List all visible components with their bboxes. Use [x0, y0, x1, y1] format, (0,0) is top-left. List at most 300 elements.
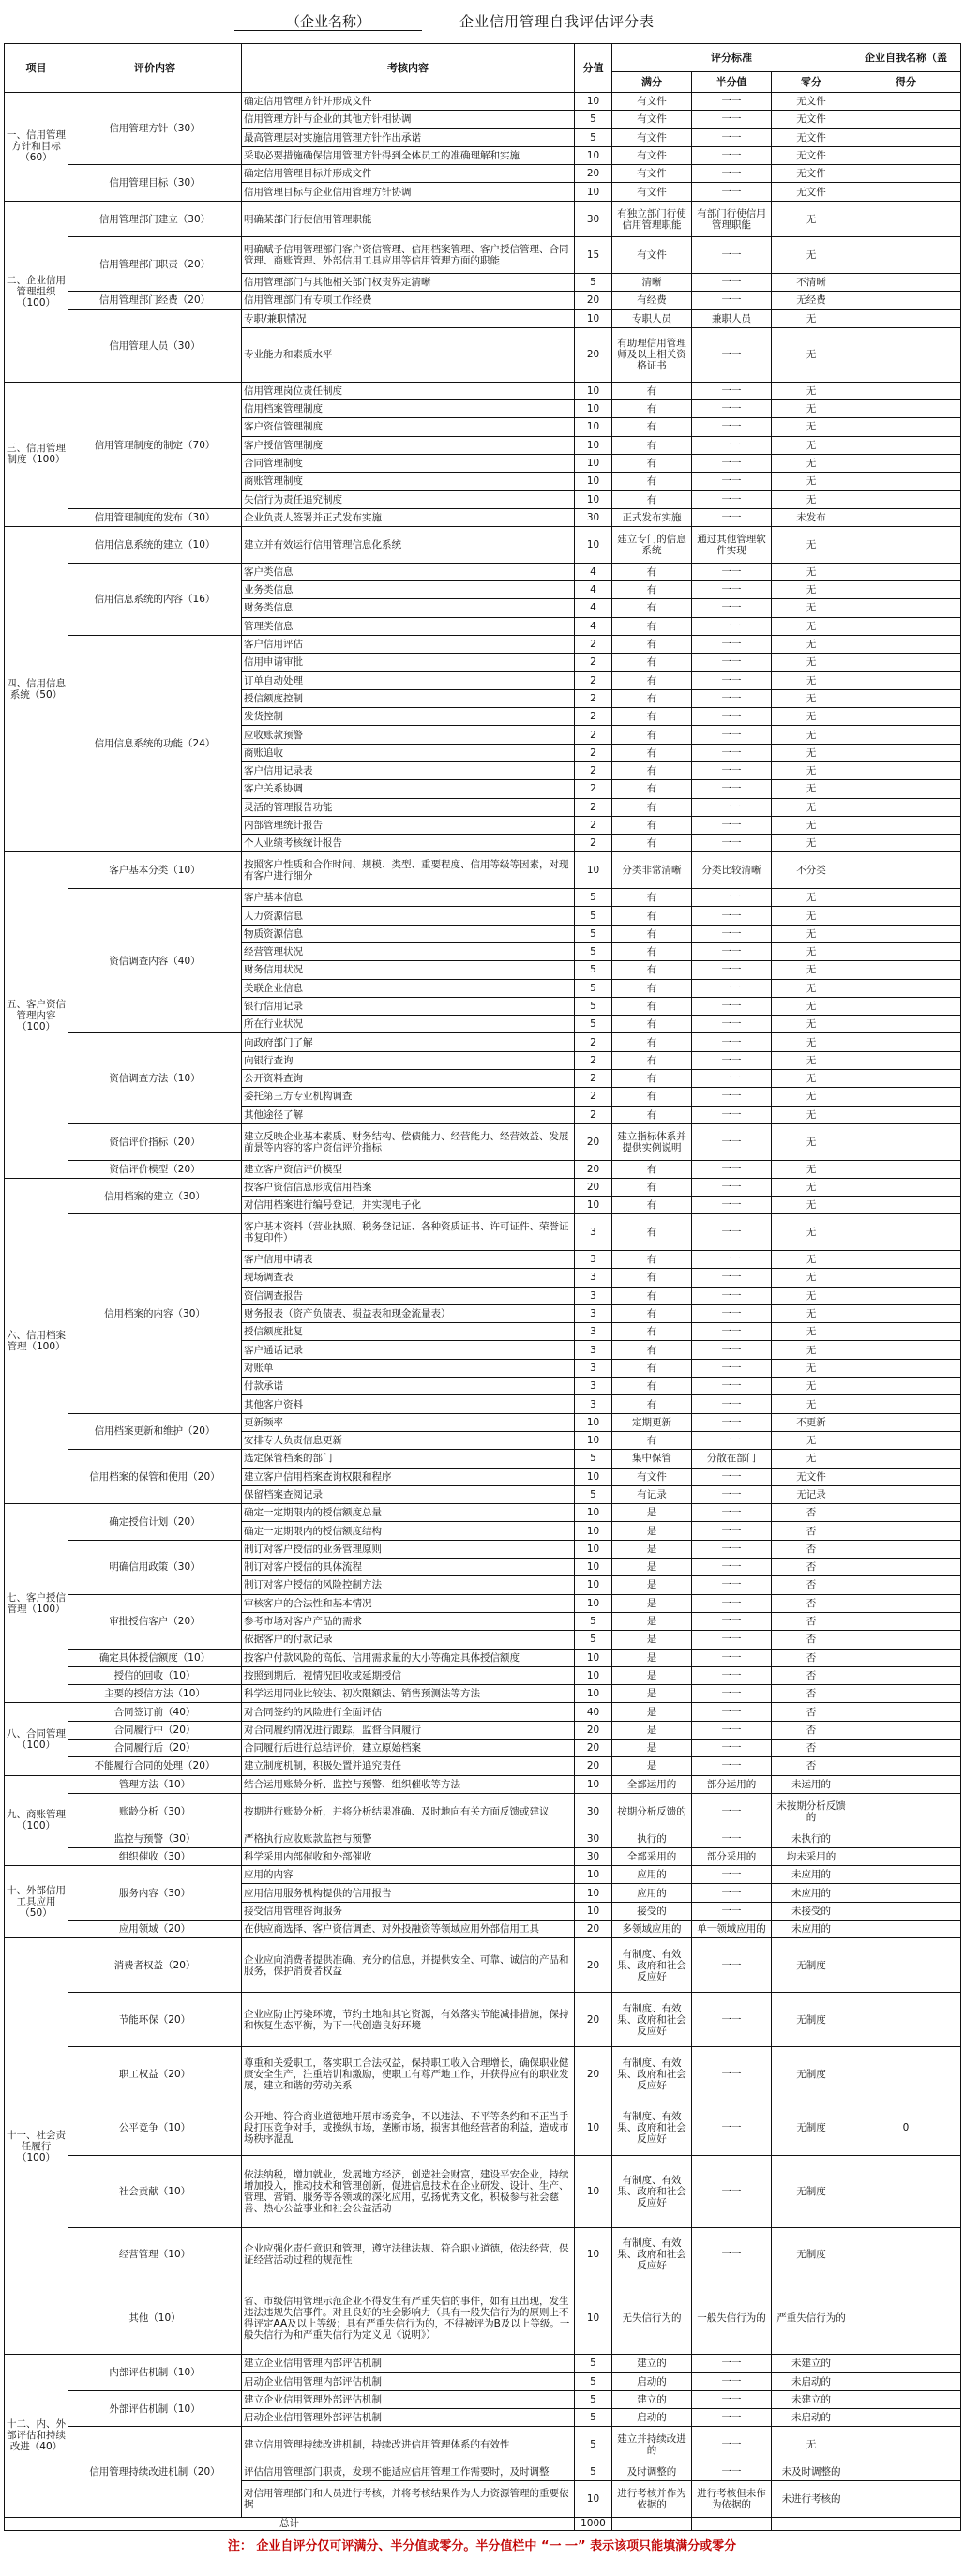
self-score-cell[interactable]	[851, 1993, 961, 2047]
score-cell: 10	[575, 1666, 612, 1684]
zero-cell: 不清晰	[772, 273, 851, 291]
half-cell: 一一	[692, 2228, 772, 2282]
half-cell: 一一	[692, 1378, 772, 1395]
self-score-cell[interactable]	[851, 508, 961, 526]
exam-cell: 信用管理部门有专项工作经费	[242, 292, 575, 309]
exam-cell: 确定信用管理目标并形成文件	[242, 165, 575, 183]
self-score-cell[interactable]	[851, 1431, 961, 1449]
self-score-cell[interactable]	[851, 1540, 961, 1558]
self-score-cell[interactable]	[851, 2427, 961, 2463]
zero-cell: 无	[772, 1378, 851, 1395]
full-cell: 分类非常清晰	[612, 852, 692, 889]
self-score-cell[interactable]	[851, 1070, 961, 1088]
zero-cell: 无	[772, 635, 851, 653]
half-cell: 通过其他管理软件实现	[692, 527, 772, 564]
full-cell: 有制度、有效果、政府和社会反应好	[612, 2155, 692, 2227]
exam-cell: 结合运用账龄分析、监控与预警、组织催收等方法	[242, 1775, 575, 1793]
self-score-cell[interactable]	[851, 1033, 961, 1051]
self-score-cell[interactable]	[851, 273, 961, 291]
half-cell: 一一	[692, 1631, 772, 1649]
exam-cell: 财务信用状况	[242, 961, 575, 979]
score-cell: 2	[575, 708, 612, 726]
self-score-cell[interactable]	[851, 798, 961, 816]
full-cell: 有	[612, 1051, 692, 1069]
self-score-cell[interactable]	[851, 1721, 961, 1739]
half-cell: 一一	[692, 1721, 772, 1739]
score-cell: 5	[575, 273, 612, 291]
self-score-cell[interactable]	[851, 1468, 961, 1485]
self-score-cell[interactable]	[851, 1559, 961, 1576]
score-cell: 10	[575, 1468, 612, 1485]
score-cell: 2	[575, 816, 612, 834]
zero-cell: 无	[772, 979, 851, 997]
table-row	[5, 2427, 961, 2463]
self-score-cell[interactable]	[851, 2228, 961, 2282]
score-cell: 40	[575, 1703, 612, 1721]
full-cell: 按期分析反馈的	[612, 1793, 692, 1830]
half-cell: 一一	[692, 925, 772, 942]
self-score-cell[interactable]	[851, 1938, 961, 1993]
exam-cell: 对信用管理部门和人员进行考核，并将考核结果作为人力资源管理的重要依据	[242, 2481, 575, 2518]
table-row	[5, 2228, 961, 2282]
self-score-cell[interactable]	[851, 816, 961, 834]
zero-cell: 否	[772, 1576, 851, 1594]
score-cell: 2	[575, 726, 612, 744]
self-score-cell[interactable]	[851, 617, 961, 635]
exam-cell: 业务类信息	[242, 581, 575, 599]
table-row	[5, 563, 961, 580]
zero-cell: 否	[772, 1740, 851, 1757]
note-prefix: 注：	[227, 2539, 252, 2553]
table-row	[5, 2390, 961, 2408]
full-cell: 有文件	[612, 93, 692, 111]
half-cell: 一一	[692, 473, 772, 490]
content-cell: 信用管理部门建立（30）	[68, 201, 242, 237]
half-cell: 一一	[692, 1033, 772, 1051]
zero-cell: 无	[772, 1214, 851, 1251]
score-cell: 10	[575, 1866, 612, 1884]
half-cell: 一一	[692, 1504, 772, 1522]
score-cell: 10	[575, 473, 612, 490]
self-score-cell[interactable]	[851, 1160, 961, 1178]
score-cell: 10	[575, 1431, 612, 1449]
self-score-cell[interactable]	[851, 2282, 961, 2354]
half-cell: 一一	[692, 1649, 772, 1666]
half-cell: 一一	[692, 2427, 772, 2463]
zero-cell: 无	[772, 835, 851, 852]
full-cell: 建立的	[612, 2355, 692, 2373]
full-cell: 执行的	[612, 1830, 692, 1847]
content-cell: 信用信息系统的建立（10）	[68, 527, 242, 564]
self-score-cell[interactable]	[851, 1341, 961, 1359]
self-score-cell[interactable]	[851, 382, 961, 399]
score-cell: 2	[575, 798, 612, 816]
zero-cell: 无	[772, 1251, 851, 1269]
self-score-cell[interactable]	[851, 309, 961, 327]
exam-cell: 严格执行应收账款监控与预警	[242, 1830, 575, 1847]
score-cell: 5	[575, 907, 612, 925]
self-score-cell[interactable]	[851, 761, 961, 779]
self-score-cell[interactable]	[851, 2355, 961, 2373]
exam-cell: 更新频率	[242, 1413, 575, 1431]
self-score-cell[interactable]: 0	[851, 2101, 961, 2155]
exam-cell: 信用管理目标与企业信用管理方针协调	[242, 183, 575, 201]
full-cell: 是	[612, 1576, 692, 1594]
self-score-cell[interactable]	[851, 1359, 961, 1377]
score-cell: 10	[575, 1685, 612, 1703]
half-cell: 一一	[692, 146, 772, 164]
content-cell: 信用档案的建立（30）	[68, 1178, 242, 1214]
self-score-cell[interactable]	[851, 2481, 961, 2518]
content-cell: 合同履行后（20）	[68, 1740, 242, 1757]
self-score-cell[interactable]	[851, 1902, 961, 1920]
exam-cell: 管理类信息	[242, 617, 575, 635]
table-row	[5, 1993, 961, 2047]
self-score-cell[interactable]	[851, 2409, 961, 2427]
self-score-cell[interactable]	[851, 689, 961, 707]
exam-cell: 对合同履约情况进行跟踪，监督合同履行	[242, 1721, 575, 1739]
self-score-cell[interactable]	[851, 581, 961, 599]
self-score-cell[interactable]	[851, 436, 961, 454]
exam-cell: 确定信用管理方针并形成文件	[242, 93, 575, 111]
full-cell: 有	[612, 418, 692, 436]
zero-cell: 无记录	[772, 1485, 851, 1503]
score-cell: 20	[575, 1993, 612, 2047]
self-score-cell[interactable]	[851, 237, 961, 274]
zero-cell: 均未采用的	[772, 1847, 851, 1865]
self-score-cell[interactable]	[851, 1775, 961, 1793]
self-score-cell[interactable]	[851, 942, 961, 960]
self-score-cell[interactable]	[851, 473, 961, 490]
self-score-cell[interactable]	[851, 292, 961, 309]
self-score-cell[interactable]	[851, 1866, 961, 1884]
score-cell: 20	[575, 1938, 612, 1993]
content-cell: 合同签订前（40）	[68, 1703, 242, 1721]
self-score-cell[interactable]	[851, 1504, 961, 1522]
score-cell: 2	[575, 744, 612, 761]
self-score-cell[interactable]	[851, 1051, 961, 1069]
self-score-cell[interactable]	[851, 1884, 961, 1902]
self-score-cell[interactable]	[851, 454, 961, 472]
exam-cell: 专职/兼职情况	[242, 309, 575, 327]
table-row	[5, 2101, 961, 2155]
self-score-cell[interactable]	[851, 708, 961, 726]
zero-cell: 无	[772, 382, 851, 399]
table-row	[5, 292, 961, 309]
half-cell: 一一	[692, 1160, 772, 1178]
half-cell: 一一	[692, 1522, 772, 1540]
table-row	[5, 527, 961, 564]
score-cell: 5	[575, 961, 612, 979]
exam-cell: 现场调查表	[242, 1269, 575, 1287]
exam-cell: 资信调查报告	[242, 1287, 575, 1304]
self-score-cell[interactable]	[851, 2047, 961, 2101]
self-score-cell[interactable]	[851, 1757, 961, 1775]
self-score-cell[interactable]	[851, 1323, 961, 1341]
zero-cell: 无	[772, 1341, 851, 1359]
half-cell: 一一	[692, 111, 772, 128]
score-cell: 2	[575, 1051, 612, 1069]
self-score-cell[interactable]	[851, 1631, 961, 1649]
half-cell: 一一	[692, 1740, 772, 1757]
score-cell: 20	[575, 165, 612, 183]
self-score-cell[interactable]	[851, 1304, 961, 1322]
zero-cell: 无	[772, 708, 851, 726]
self-score-cell[interactable]	[851, 1088, 961, 1106]
exam-cell: 省、市级信用管理示范企业不得发生有严重失信的事件，如有且出现，发生违法违规失信事件。对且良好的社会影响力（具有一般失信行为的原则上不得评定AA及以上等级；具有严重失信行为的，不得被评为B及以上等级。一般失信行为和严重失信行为定义见《说明》）	[242, 2282, 575, 2354]
half-cell: 进行考核但未作为依据的	[692, 2481, 772, 2518]
self-score-cell[interactable]	[851, 1793, 961, 1830]
self-score-cell[interactable]	[851, 1395, 961, 1413]
exam-cell: 客户信用记录表	[242, 761, 575, 779]
half-cell: 一一	[692, 1666, 772, 1684]
exam-cell: 审核客户的合法性和基本情况	[242, 1594, 575, 1612]
zero-cell: 无制度	[772, 1938, 851, 1993]
score-cell: 20	[575, 292, 612, 309]
exam-cell: 合同履行后进行总结评价，建立原始档案	[242, 1740, 575, 1757]
project-cell: 十、外部信用工具应用（50）	[5, 1866, 68, 1938]
self-score-cell[interactable]	[851, 1287, 961, 1304]
exam-cell: 发货控制	[242, 708, 575, 726]
header-exam: 考核内容	[242, 44, 575, 93]
self-score-cell[interactable]	[851, 1269, 961, 1287]
zero-cell: 否	[772, 1504, 851, 1522]
self-score-cell[interactable]	[851, 1522, 961, 1540]
table-row	[5, 2355, 961, 2373]
self-score-cell[interactable]	[851, 889, 961, 907]
self-score-cell[interactable]	[851, 1740, 961, 1757]
self-score-cell[interactable]	[851, 1666, 961, 1684]
exam-cell: 财务类信息	[242, 599, 575, 617]
self-score-cell[interactable]	[851, 1920, 961, 1937]
zero-cell: 无	[772, 689, 851, 707]
full-cell: 有	[612, 1178, 692, 1196]
self-score-cell[interactable]	[851, 146, 961, 164]
zero-cell: 无	[772, 942, 851, 960]
exam-cell: 应用信用服务机构提供的信用报告	[242, 1884, 575, 1902]
self-score-cell[interactable]	[851, 835, 961, 852]
score-cell: 10	[575, 146, 612, 164]
content-cell: 账龄分析（30）	[68, 1793, 242, 1830]
self-score-cell[interactable]	[851, 1594, 961, 1612]
score-cell: 30	[575, 1793, 612, 1830]
self-score-cell[interactable]	[851, 744, 961, 761]
exam-cell: 企业负责人签署并正式发布实施	[242, 508, 575, 526]
self-score-cell[interactable]	[851, 111, 961, 128]
score-cell: 30	[575, 1830, 612, 1847]
score-cell: 30	[575, 201, 612, 237]
full-cell: 接受的	[612, 1902, 692, 1920]
zero-cell: 无	[772, 726, 851, 744]
self-score-cell[interactable]	[851, 780, 961, 798]
self-score-cell[interactable]	[851, 671, 961, 689]
full-cell: 有	[612, 1251, 692, 1269]
zero-cell: 无	[772, 961, 851, 979]
self-score-cell[interactable]	[851, 418, 961, 436]
half-cell: 一一	[692, 1106, 772, 1123]
full-cell: 是	[612, 1504, 692, 1522]
half-cell: 一一	[692, 1559, 772, 1576]
self-score-cell[interactable]	[851, 1612, 961, 1630]
half-cell: 一一	[692, 761, 772, 779]
total-score: 1000	[575, 2517, 612, 2530]
zero-cell: 否	[772, 1559, 851, 1576]
self-score-cell[interactable]	[851, 1251, 961, 1269]
self-score-cell[interactable]	[851, 183, 961, 201]
score-cell: 10	[575, 183, 612, 201]
zero-cell: 无	[772, 1178, 851, 1196]
self-score-cell[interactable]	[851, 907, 961, 925]
half-cell: 一一	[692, 1251, 772, 1269]
exam-cell: 财务报表（资产负债表、损益表和现金流量表）	[242, 1304, 575, 1322]
full-cell: 建立并持续改进的	[612, 2427, 692, 2463]
self-score-cell[interactable]	[851, 165, 961, 183]
zero-cell: 未启动的	[772, 2409, 851, 2427]
zero-cell: 未及时调整的	[772, 2463, 851, 2480]
table-row	[5, 1757, 961, 1775]
zero-cell: 无	[772, 436, 851, 454]
table-row	[5, 1685, 961, 1703]
self-score-cell[interactable]	[851, 635, 961, 653]
total-get-cell[interactable]	[851, 2517, 961, 2530]
self-score-cell[interactable]	[851, 1106, 961, 1123]
self-score-cell[interactable]	[851, 2373, 961, 2390]
exam-cell: 安排专人负责信息更新	[242, 1431, 575, 1449]
self-score-cell[interactable]	[851, 961, 961, 979]
half-cell: 一一	[692, 1341, 772, 1359]
self-score-cell[interactable]	[851, 925, 961, 942]
company-name: （企业名称）	[234, 13, 422, 31]
full-cell: 有	[612, 617, 692, 635]
self-score-cell[interactable]	[851, 1378, 961, 1395]
self-score-cell[interactable]	[851, 1649, 961, 1666]
exam-cell: 信用档案管理制度	[242, 400, 575, 418]
table-row	[5, 201, 961, 237]
score-cell: 5	[575, 1631, 612, 1649]
exam-cell: 制订对客户授信的风险控制方法	[242, 1576, 575, 1594]
self-score-cell[interactable]	[851, 1485, 961, 1503]
half-cell: 一一	[692, 1359, 772, 1377]
half-cell: 一一	[692, 1993, 772, 2047]
zero-cell: 无	[772, 581, 851, 599]
self-score-cell[interactable]	[851, 1576, 961, 1594]
zero-cell: 无制度	[772, 2047, 851, 2101]
project-cell: 九、商账管理（100）	[5, 1775, 68, 1865]
self-score-cell[interactable]	[851, 979, 961, 997]
half-cell: 一一	[692, 2101, 772, 2155]
full-cell: 有	[612, 382, 692, 399]
half-cell: 一一	[692, 128, 772, 146]
half-cell: 一一	[692, 1485, 772, 1503]
self-score-cell[interactable]	[851, 852, 961, 889]
zero-cell: 否	[772, 1522, 851, 1540]
half-cell: 一一	[692, 581, 772, 599]
full-cell: 专职人员	[612, 309, 692, 327]
zero-cell: 无	[772, 1287, 851, 1304]
exam-cell: 接受信用管理咨询服务	[242, 1902, 575, 1920]
self-score-cell[interactable]	[851, 563, 961, 580]
evaluation-table	[4, 43, 961, 2531]
self-score-cell[interactable]	[851, 1830, 961, 1847]
full-cell: 是	[612, 1612, 692, 1630]
full-cell: 有	[612, 1197, 692, 1214]
self-score-cell[interactable]	[851, 490, 961, 508]
half-cell: 一一	[692, 563, 772, 580]
score-cell: 10	[575, 454, 612, 472]
self-score-cell[interactable]	[851, 1413, 961, 1431]
self-score-cell[interactable]	[851, 1847, 961, 1865]
half-cell: 一一	[692, 979, 772, 997]
self-score-cell[interactable]	[851, 201, 961, 237]
score-cell: 10	[575, 1504, 612, 1522]
self-score-cell[interactable]	[851, 2463, 961, 2480]
score-cell: 2	[575, 1070, 612, 1088]
project-cell: 一、信用管理方针和目标（60）	[5, 93, 68, 202]
content-cell: 信用管理持续改进机制（20）	[68, 2427, 242, 2517]
zero-cell: 否	[772, 1612, 851, 1630]
self-score-cell[interactable]	[851, 1214, 961, 1251]
self-score-cell[interactable]	[851, 400, 961, 418]
self-score-cell[interactable]	[851, 128, 961, 146]
zero-cell: 无文件	[772, 128, 851, 146]
full-cell: 有	[612, 961, 692, 979]
self-score-cell[interactable]	[851, 1123, 961, 1160]
self-score-cell[interactable]	[851, 2155, 961, 2227]
half-cell: 一一	[692, 1884, 772, 1902]
project-cell: 八、合同管理（100）	[5, 1703, 68, 1775]
exam-cell: 企业应强化责任意识和管理，遵守法律法规、符合职业道德，依法经营，保证经营活动过程的规范性	[242, 2228, 575, 2282]
zero-cell: 未发布	[772, 508, 851, 526]
half-cell: 分类比较清晰	[692, 852, 772, 889]
self-score-cell[interactable]	[851, 1016, 961, 1033]
self-score-cell[interactable]	[851, 1197, 961, 1214]
half-cell: 一一	[692, 490, 772, 508]
self-score-cell[interactable]	[851, 654, 961, 671]
half-cell: 一一	[692, 907, 772, 925]
exam-cell: 评估信用管理部门职责，发现不能适应信用管理工作需要时，及时调整	[242, 2463, 575, 2480]
self-score-cell[interactable]	[851, 1178, 961, 1196]
table-row	[5, 1775, 961, 1793]
project-cell: 三、信用管理制度（100）	[5, 382, 68, 526]
self-score-cell[interactable]	[851, 327, 961, 382]
self-score-cell[interactable]	[851, 1450, 961, 1468]
content-cell: 信用管理人员（30）	[68, 309, 242, 382]
self-score-cell[interactable]	[851, 2390, 961, 2408]
score-cell: 2	[575, 1033, 612, 1051]
self-score-cell[interactable]	[851, 93, 961, 111]
half-cell: 一一	[692, 671, 772, 689]
self-score-cell[interactable]	[851, 1703, 961, 1721]
content-cell: 客户基本分类（10）	[68, 852, 242, 889]
exam-cell: 客户信用评估	[242, 635, 575, 653]
score-cell: 4	[575, 617, 612, 635]
project-cell: 二、企业信用管理组织（100）	[5, 201, 68, 382]
exam-cell: 合同管理制度	[242, 454, 575, 472]
score-cell: 10	[575, 1559, 612, 1576]
zero-cell: 无	[772, 744, 851, 761]
full-cell: 有	[612, 436, 692, 454]
self-score-cell[interactable]	[851, 726, 961, 744]
self-score-cell[interactable]	[851, 1685, 961, 1703]
self-score-cell[interactable]	[851, 527, 961, 564]
self-score-cell[interactable]	[851, 599, 961, 617]
table-row	[5, 1866, 961, 1884]
full-cell: 是	[612, 1522, 692, 1540]
content-cell: 管理方法（10）	[68, 1775, 242, 1793]
score-cell: 20	[575, 327, 612, 382]
full-cell: 有	[612, 816, 692, 834]
self-score-cell[interactable]	[851, 997, 961, 1015]
